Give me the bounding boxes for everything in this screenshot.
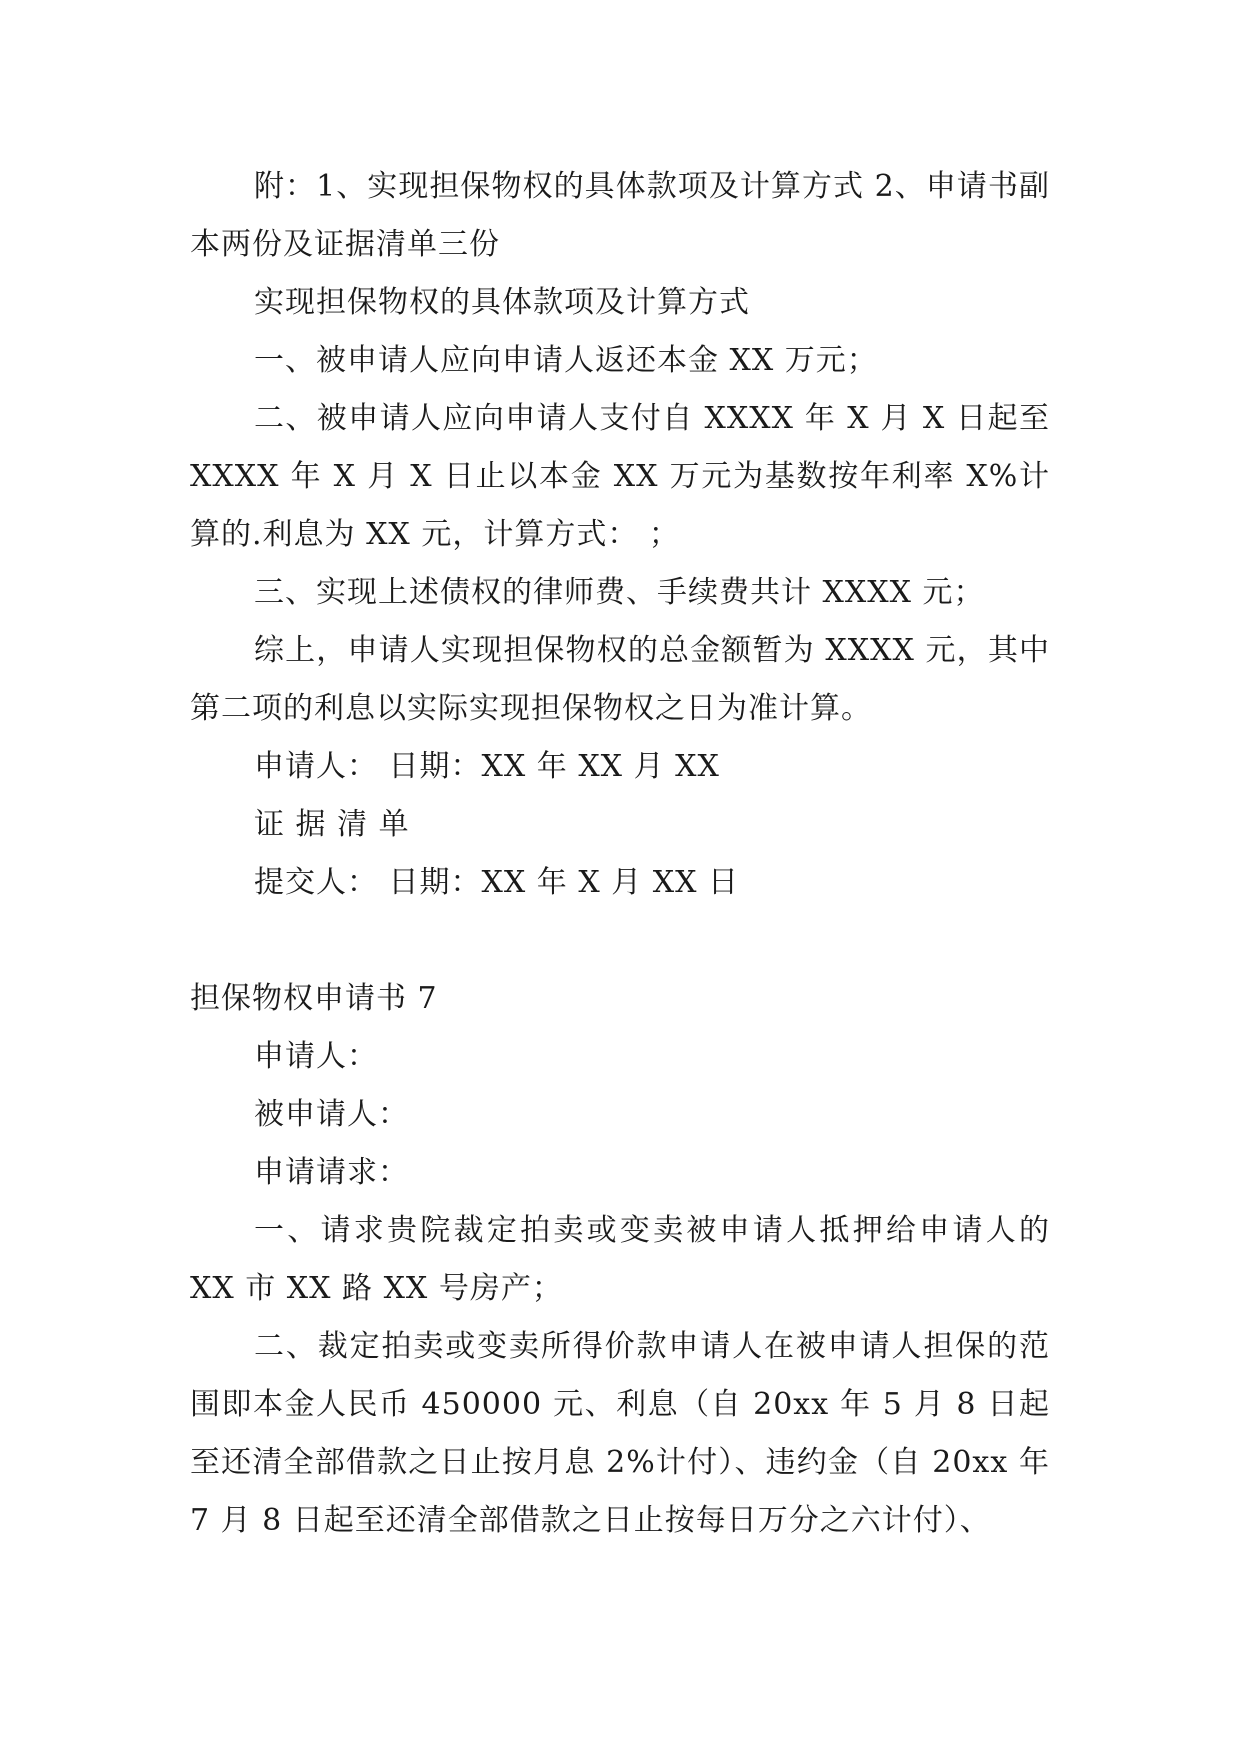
document-title: 担保物权申请书 7 <box>190 981 438 1016</box>
evidence-list-heading: 证 据 清 单 <box>254 807 410 842</box>
section-gap <box>190 912 1050 970</box>
item-3-paragraph: 三、实现上述债权的律师费、手续费共计 XXXX 元； <box>254 575 985 610</box>
document-body <box>190 158 1050 1550</box>
attachment-paragraph: 附：1、实现担保物权的具体款项及计算方式 2、申请书副本两份及证据清单三份 <box>190 169 1050 262</box>
item-2-paragraph: 二、被申请人应向申请人支付自 XXXX 年 X 月 X 日起至 XXXX 年 X 月 X 日止以本金 XX 万元为基数按年利率 X%计算的.利息为 XX 元，计算方式： ； <box>190 401 1050 552</box>
requests-label: 申请请求： <box>254 1155 409 1190</box>
applicant-field: 申请人： <box>254 1039 378 1074</box>
request-2-paragraph: 二、裁定拍卖或变卖所得价款申请人在被申请人担保的范围即本金人民币 450000 元、利息（自 20xx 年 5 月 8 日起至还清全部借款之日止按月息 2%计付）、违约金（自 20xx 年 7 月 8 日起至还清全部借款之日止按每日万分之六计付）、 <box>190 1329 1050 1538</box>
item-1-paragraph: 一、被申请人应向申请人返还本金 XX 万元； <box>254 343 878 378</box>
section-heading: 实现担保物权的具体款项及计算方式 <box>254 285 750 320</box>
submitter-date-line: 提交人： 日期：XX 年 X 月 XX 日 <box>254 865 740 900</box>
respondent-field: 被申请人： <box>254 1097 409 1132</box>
summary-paragraph: 综上，申请人实现担保物权的总金额暂为 XXXX 元，其中第二项的利息以实际实现担保物权之日为准计算。 <box>190 633 1050 726</box>
request-1-paragraph: 一、请求贵院裁定拍卖或变卖被申请人抵押给申请人的 XX 市 XX 路 XX 号房产； <box>190 1213 1050 1306</box>
applicant-date-line: 申请人： 日期：XX 年 XX 月 XX <box>254 749 720 784</box>
